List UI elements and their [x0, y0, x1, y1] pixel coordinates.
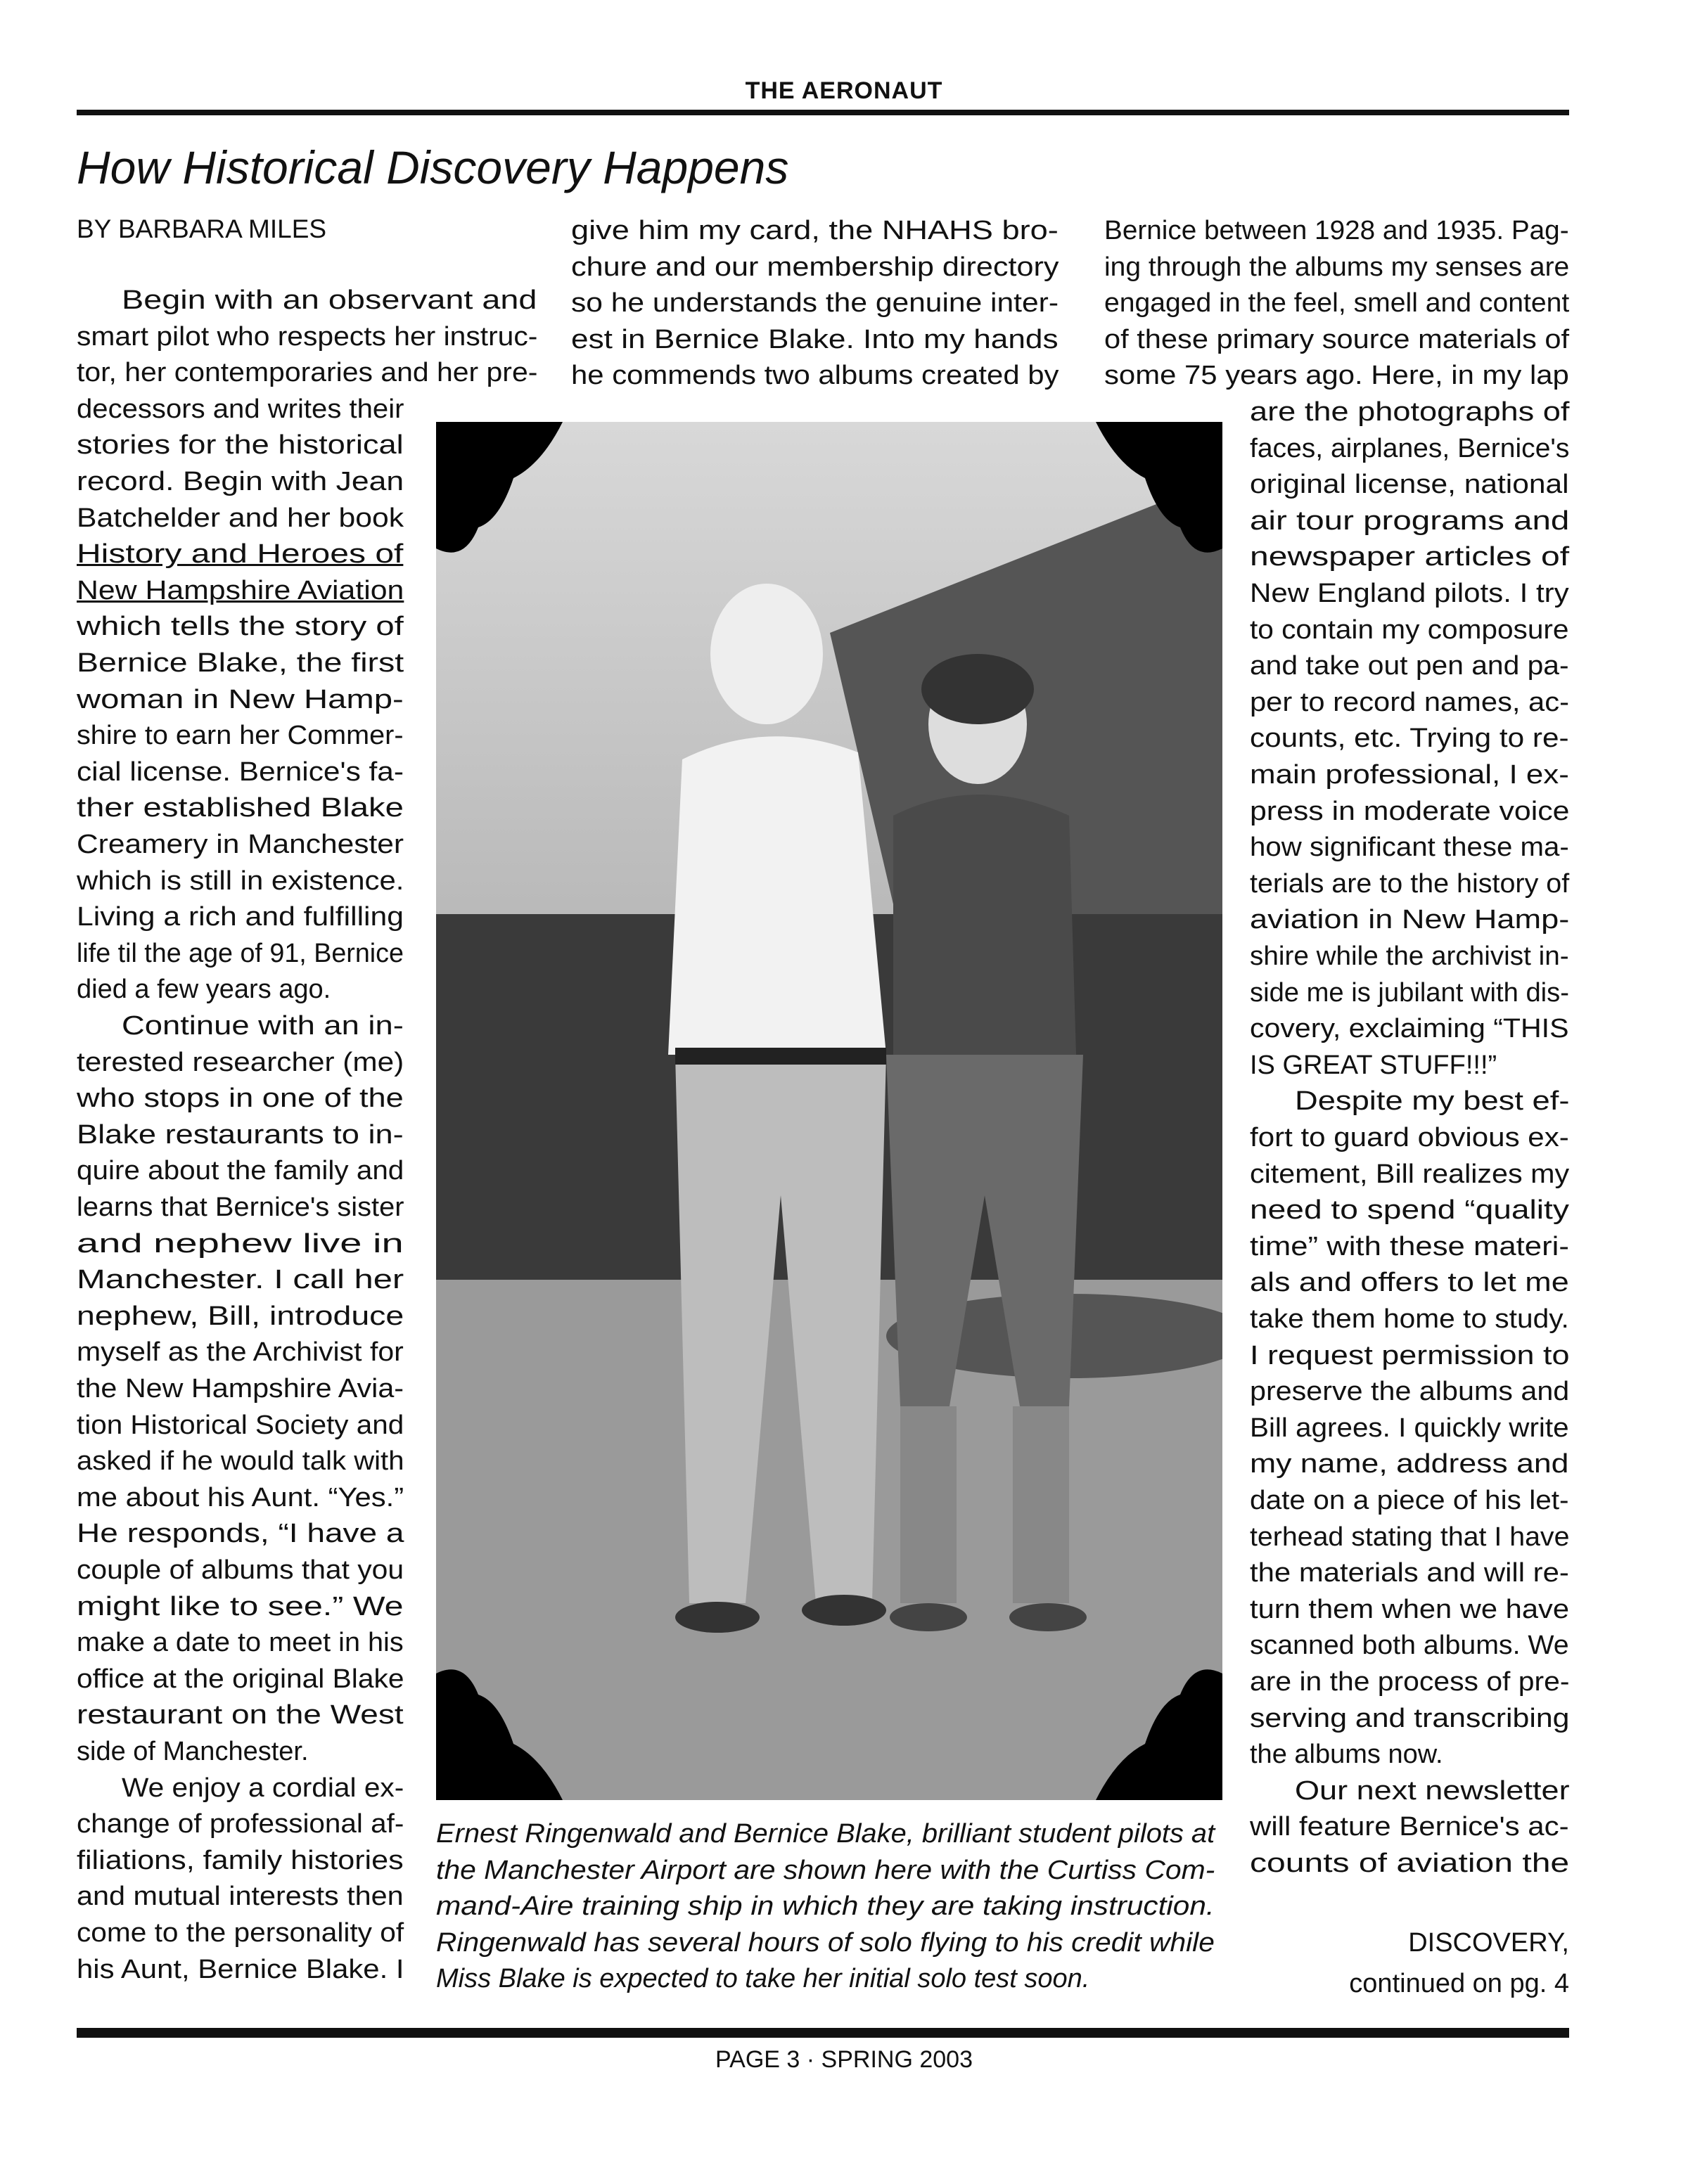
text-line-content: make a date to meet in his [77, 1628, 404, 1658]
text-line-content: Living a rich and fulfilling [77, 902, 404, 932]
text-line-content: faces, airplanes, Bernice's [1250, 433, 1570, 463]
col3-line [1250, 1628, 1569, 1664]
col3-line [1250, 721, 1569, 757]
text-line-content: take them home to study. [1250, 1304, 1569, 1334]
text-line-content: learns that Bernice's sister [77, 1193, 404, 1222]
text-line-content: are the photographs of [1250, 397, 1570, 427]
text-line-content: will feature Bernice's ac- [1250, 1812, 1569, 1842]
text-line-content: fort to guard obvious ex- [1250, 1123, 1569, 1152]
col3-line [1250, 975, 1569, 1012]
col1-line [77, 1589, 404, 1626]
text-line-content: how significant these ma- [1250, 833, 1569, 863]
text-line-content: Continue with an in- [122, 1011, 404, 1041]
col3-line [1250, 866, 1569, 903]
col1-line [77, 1444, 404, 1480]
book-title-reference [77, 573, 404, 610]
col3-line [1250, 1773, 1569, 1810]
text-line-content: Manchester. I call her [77, 1265, 404, 1295]
col3-line [1250, 467, 1569, 503]
photo-caption-line [436, 1961, 1215, 1998]
col2-line [571, 213, 1059, 250]
col1-line [77, 1190, 404, 1226]
text-line-content: smart pilot who respects her instruc- [77, 321, 538, 352]
col1-line [77, 1045, 404, 1081]
text-line-content: continued on pg. 4 [1349, 1969, 1569, 1998]
col1-line [77, 972, 404, 1008]
col1-line [77, 283, 537, 319]
col1-line [77, 1081, 404, 1117]
col3-line [1250, 757, 1569, 794]
text-line-content: tor, her contemporaries and her pre- [77, 358, 538, 388]
col3-line [1250, 1338, 1569, 1375]
top-rule [77, 110, 1569, 115]
text-line-content: date on a piece of his let- [1250, 1486, 1569, 1515]
col1-line [77, 863, 404, 900]
text-line-content: scanned both albums. We [1250, 1631, 1569, 1661]
continued-page-ref [1250, 1966, 1569, 2003]
col3-line [1250, 648, 1569, 685]
col1-line [77, 1879, 404, 1915]
text-line-content: Ringenwald has several hours of solo flying to his credit while [436, 1927, 1215, 1958]
text-line-content: Batchelder and her book [77, 503, 404, 533]
text-line-content: the albums now. [1250, 1740, 1443, 1770]
col1-line [77, 1117, 404, 1154]
col2-line [571, 285, 1059, 322]
byline: BY BARBARA MILES [77, 214, 327, 243]
text-line-content: my name, address and [1250, 1449, 1569, 1479]
text-line-content: covery, exclaiming “THIS [1250, 1014, 1569, 1044]
col3-line [1104, 250, 1569, 286]
text-line-content: are in the process of pre- [1250, 1667, 1570, 1697]
col3-line [1250, 1302, 1569, 1338]
text-line-content: give him my card, the NHAHS bro- [571, 216, 1059, 245]
text-line-content: office at the original Blake [77, 1664, 404, 1694]
text-line-content: which tells the story of [77, 612, 404, 642]
col1-line [77, 682, 404, 719]
continued-label [1250, 1925, 1569, 1962]
col1-line [77, 1371, 404, 1408]
col3-line [1250, 1157, 1569, 1193]
col1-line [77, 1697, 404, 1734]
photo-caption-line [436, 1925, 1215, 1962]
text-line-content: record. Begin with Jean [77, 467, 404, 496]
text-line-content: and take out pen and pa- [1250, 651, 1569, 681]
col3-line [1104, 285, 1569, 322]
text-line-content: ing through the albums my senses are [1104, 252, 1570, 282]
photo-image [436, 422, 1222, 1800]
col1-line [77, 790, 404, 827]
text-line-content: couple of albums that you [77, 1555, 404, 1585]
text-line-content: engaged in the feel, smell and content [1104, 288, 1570, 319]
col1-line [77, 645, 404, 682]
text-line-content: main professional, I ex- [1250, 760, 1569, 790]
col1-line [77, 1299, 404, 1335]
photo-caption-line [436, 1853, 1215, 1889]
text-line-content: which is still in existence. [77, 866, 404, 896]
text-line-content: cial license. Bernice's fa- [77, 757, 404, 787]
col3-line [1250, 1048, 1569, 1084]
text-line-content: We enjoy a cordial ex- [122, 1773, 404, 1803]
col1-line [77, 754, 404, 791]
col3-line [1250, 902, 1569, 939]
text-line-content: side of Manchester. [77, 1737, 309, 1766]
text-line-content: asked if he would talk with [77, 1446, 404, 1477]
text-line-content: change of professional af- [77, 1809, 404, 1839]
col1-line [77, 936, 404, 972]
text-line-content: Bill agrees. I quickly write [1250, 1413, 1569, 1443]
text-line-content: myself as the Archivist for [77, 1337, 404, 1368]
text-line-content: come to the personality of [77, 1918, 404, 1948]
col1-line [77, 609, 404, 645]
col3-line [1250, 1265, 1569, 1302]
text-line-content: the New Hampshire Avia- [77, 1374, 404, 1403]
col3-line [1250, 394, 1569, 431]
col1-line [77, 1480, 404, 1517]
text-line-content: Creamery in Manchester [77, 830, 404, 859]
col3-line [1250, 1737, 1569, 1773]
text-line-content: press in moderate voice [1250, 796, 1570, 826]
col3-line [1104, 358, 1569, 394]
col3-line [1250, 1701, 1569, 1737]
text-line-content: Bernice between 1928 and 1935. Pag- [1104, 216, 1569, 245]
col2-line [571, 250, 1059, 286]
col3-line [1250, 1520, 1569, 1556]
text-line-content: might like to see.” We [77, 1591, 404, 1621]
col1-line [77, 1734, 404, 1771]
bottom-rule [77, 2028, 1569, 2038]
col1-line [77, 1516, 404, 1553]
col1-line [77, 355, 537, 392]
text-line-content: shire while the archivist in- [1250, 942, 1569, 971]
col3-line [1250, 1846, 1569, 1882]
col3-line [1104, 322, 1569, 359]
text-line-content: and nephew live in [77, 1228, 404, 1259]
text-line-content: counts of aviation the [1250, 1849, 1570, 1878]
col1-line [77, 501, 404, 537]
col1-line [77, 464, 404, 501]
text-line-content: died a few years ago. [77, 975, 331, 1005]
col1-line [77, 1226, 404, 1263]
text-line-content: IS GREAT STUFF!!!” [1250, 1050, 1497, 1080]
text-line-content: me about his Aunt. “Yes.” [77, 1482, 404, 1512]
text-line-content: original license, national [1250, 470, 1569, 500]
text-line-content: terials are to the history of [1250, 868, 1570, 899]
col3-line [1250, 685, 1569, 721]
col1-line [77, 319, 537, 356]
col1-line [77, 1952, 404, 1989]
text-line-content: quire about the family and [77, 1156, 404, 1186]
col3-line [1250, 1011, 1569, 1048]
text-line-content: ther established Blake [77, 793, 404, 823]
text-line-content: decessors and writes their [77, 394, 404, 424]
text-line-content: Ernest Ringenwald and Bernice Blake, brilliant student pilots at [436, 1819, 1215, 1849]
col1-line [77, 1915, 404, 1952]
text-line-content: time” with these materi- [1250, 1231, 1569, 1261]
col3-line [1250, 612, 1569, 649]
text-line-content: some 75 years ago. Here, in my lap [1104, 361, 1569, 391]
text-line-content: terested researcher (me) [77, 1047, 404, 1077]
text-line-content: need to spend “quality [1250, 1195, 1569, 1226]
text-line-content: Blake restaurants to in- [77, 1119, 404, 1150]
text-line-content: citement, Bill realizes my [1250, 1159, 1570, 1189]
col1-line [77, 1806, 404, 1843]
text-line-content: so he understands the genuine inter- [571, 288, 1059, 319]
col3-line [1104, 213, 1569, 250]
text-line-content: the materials and will re- [1250, 1558, 1569, 1588]
col1-line [77, 392, 404, 428]
col1-line [77, 1662, 404, 1698]
col1-line [77, 899, 404, 936]
text-line-content: New Hampshire Aviation [77, 575, 404, 605]
col3-line [1250, 1592, 1569, 1629]
text-line-content: of these primary source materials of [1104, 324, 1570, 354]
col3-line [1250, 794, 1569, 830]
page-footer: PAGE 3 · SPRING 2003 [715, 2046, 973, 2073]
col1-line [77, 1153, 404, 1190]
text-line-content: Bernice Blake, the first [77, 648, 404, 678]
text-line-content: shire to earn her Commer- [77, 721, 404, 751]
col3-line [1250, 576, 1569, 612]
text-line-content: Begin with an observant and [122, 285, 537, 315]
text-line-content: terhead stating that I have [1250, 1522, 1570, 1552]
col3-line [1250, 1193, 1569, 1229]
col1-line [77, 718, 404, 754]
text-line-content: preserve the albums and [1250, 1377, 1570, 1407]
text-line-content: aviation in New Hamp- [1250, 905, 1570, 935]
col1-line [77, 1553, 404, 1589]
text-line-content: newspaper articles of [1250, 542, 1570, 572]
text-line-content: als and offers to let me [1250, 1268, 1569, 1298]
col1-line [77, 1262, 404, 1299]
text-line-content: woman in New Hamp- [77, 684, 404, 714]
col2-line [571, 358, 1059, 394]
col3-line [1250, 830, 1569, 866]
masthead: THE AERONAUT [745, 77, 943, 104]
col1-line [77, 1008, 404, 1045]
col3-line [1250, 1664, 1569, 1701]
photo-caption-line [436, 1816, 1215, 1853]
text-line-content: turn them when we have [1250, 1594, 1570, 1624]
text-line-content: filiations, family histories [77, 1845, 404, 1875]
text-line-content: counts, etc. Trying to re- [1250, 724, 1569, 754]
article-photo [436, 422, 1222, 1800]
text-line-content: Our next newsletter [1295, 1775, 1570, 1806]
col1-line [77, 1625, 404, 1662]
col3-line [1250, 1229, 1569, 1266]
col3-line [1250, 1411, 1569, 1447]
text-line-content: mand-Aire training ship in which they are taking instruction. [436, 1891, 1215, 1922]
col2-line [571, 322, 1059, 359]
col3-line [1250, 1120, 1569, 1157]
text-line-content: He responds, “I have a [77, 1519, 404, 1549]
col1-line [77, 827, 404, 863]
text-line-content: History and Heroes of [77, 539, 404, 570]
text-line-content: his Aunt, Bernice Blake. I [77, 1954, 404, 1984]
col3-line [1250, 1555, 1569, 1592]
text-line-content: est in Bernice Blake. Into my hands [571, 324, 1059, 354]
col3-line [1250, 939, 1569, 975]
col3-line [1250, 503, 1569, 540]
text-line-content: serving and transcribing [1250, 1703, 1570, 1733]
text-line-content: chure and our membership directory [571, 252, 1059, 282]
col3-line [1250, 1446, 1569, 1483]
col3-line [1250, 1374, 1569, 1411]
text-line-content: Despite my best ef- [1295, 1086, 1570, 1117]
text-line-content: life til the age of 91, Bernice [77, 938, 404, 968]
text-line-content: who stops in one of the [77, 1084, 404, 1114]
text-line-content: and mutual interests then [77, 1882, 404, 1912]
text-line-content: tion Historical Society and [77, 1410, 404, 1440]
book-title-reference [77, 537, 404, 573]
text-line-content: restaurant on the West [77, 1700, 404, 1730]
text-line-content: per to record names, ac- [1250, 687, 1569, 717]
text-line-content: stories for the historical [77, 430, 404, 461]
text-line-content: air tour programs and [1250, 506, 1570, 536]
col1-line [77, 1408, 404, 1444]
col1-line [77, 1843, 404, 1880]
text-line-content: he commends two albums created by [571, 361, 1059, 391]
text-line-content: I request permission to [1250, 1340, 1570, 1370]
col3-line [1250, 1483, 1569, 1520]
col1-line [77, 1771, 404, 1807]
text-line-content: nephew, Bill, introduce [77, 1301, 404, 1331]
text-line-content: the Manchester Airport are shown here with the Curtiss Com- [436, 1855, 1215, 1885]
col3-line [1250, 1084, 1569, 1120]
text-line-content: to contain my composure [1250, 615, 1569, 645]
col3-line [1250, 1809, 1569, 1846]
col1-line [77, 428, 404, 464]
col3-line [1250, 431, 1569, 468]
col3-line [1250, 539, 1569, 576]
text-line-content: Miss Blake is expected to take her initial solo test soon. [436, 1964, 1090, 1994]
text-line-content: DISCOVERY, [1408, 1928, 1569, 1958]
col1-line [77, 1335, 404, 1371]
text-line-content: side me is jubilant with dis- [1250, 977, 1569, 1008]
article-title: How Historical Discovery Happens [77, 141, 789, 193]
photo-caption-line [436, 1889, 1215, 1925]
text-line-content: New England pilots. I try [1250, 579, 1569, 608]
